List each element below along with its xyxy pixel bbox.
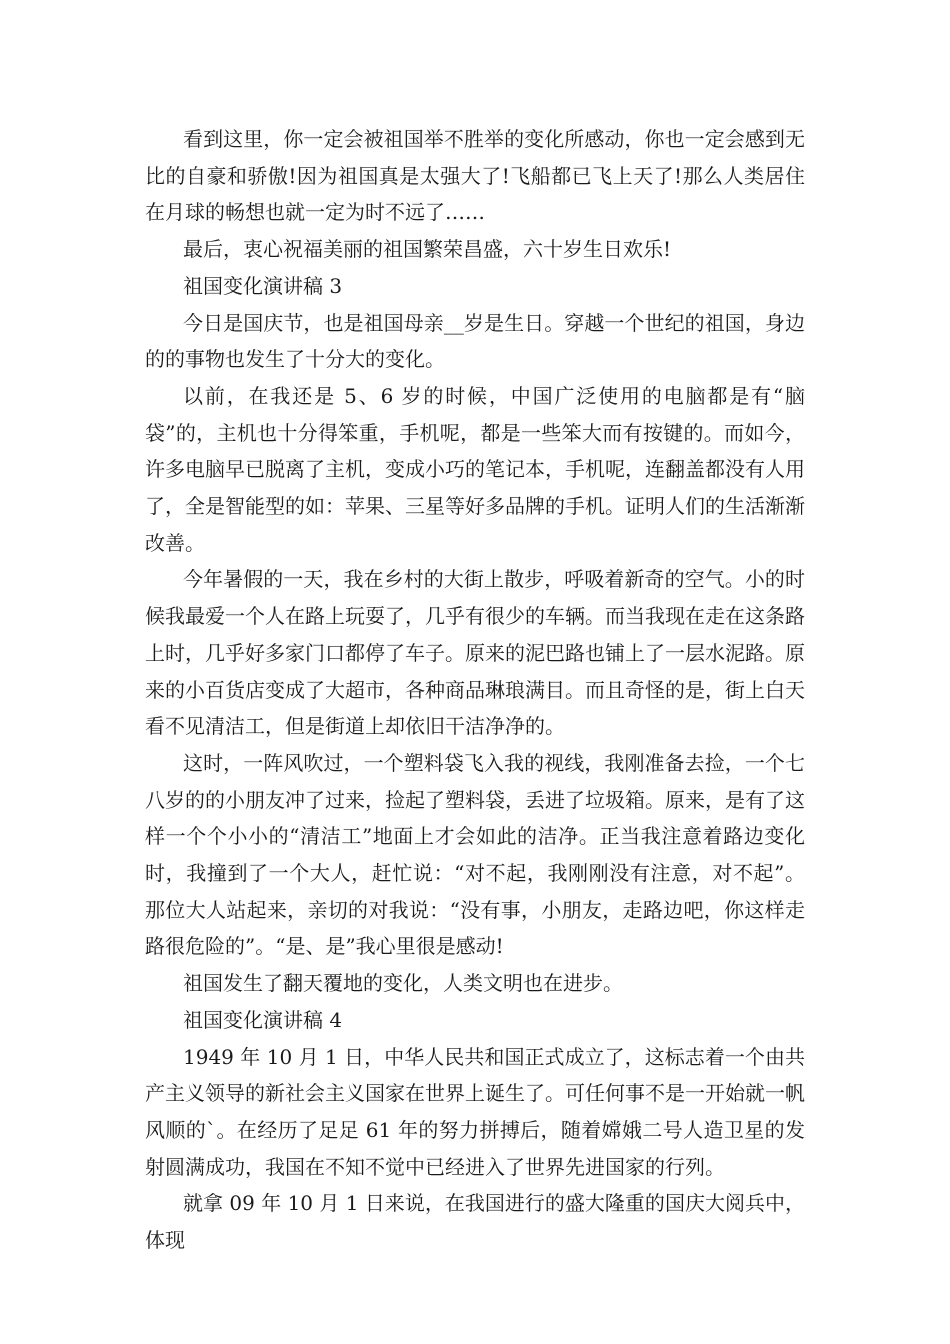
paragraph: 祖国发生了翻天覆地的变化，人类文明也在进步。	[183, 971, 623, 996]
paragraph: 最后，衷心祝福美丽的祖国繁荣昌盛，六十岁生日欢乐!	[183, 237, 672, 262]
paragraph: 1949 年 10 月 1 日，中华人民共和国正式成立了，这标志着一个由共产主义领导的新社会主义国家在世界上诞生了。可任何事不是一开始就一帆风顺的`。在经历了足足 61 年的努力拼搏后，随着嫦娥二号人造卫星的发射圆满成功，我国在不知不觉中已经进入了世界先进国家的行列。	[145, 1044, 805, 1179]
section-heading: 祖国变化演讲稿 4	[183, 1007, 343, 1032]
paragraph: 以前，在我还是 5、6 岁的时候，中国广泛使用的电脑都是有“脑袋”的，主机也十分得笨重，手机呢，都是一些笨大而有按键的。而如今，许多电脑早已脱离了主机，变成小巧的笔记本，手机呢，连翻盖都没有人用了，全是智能型的如：苹果、三星等好多品牌的手机。证明人们的生活渐渐改善。	[145, 383, 805, 555]
paragraph: 这时，一阵风吹过，一个塑料袋飞入我的视线，我刚准备去捡，一个七八岁的的小朋友冲了过来，捡起了塑料袋，丢进了垃圾箱。原来，是有了这样一个个小小的“清洁工”地面上才会如此的洁净。正当我注意着路边变化时，我撞到了一个大人，赶忙说：“对不起，我刚刚没有注意，对不起”。那位大人站起来，亲切的对我说：“没有事，小朋友，走路边吧，你这样走路很危险的”。“是、是”我心里很是感动!	[145, 750, 805, 959]
paragraph: 今日是国庆节，也是祖国母亲__岁是生日。穿越一个世纪的祖国，身边的的事物也发生了十分大的变化。	[145, 310, 805, 372]
paragraph: 看到这里，你一定会被祖国举不胜举的变化所感动，你也一定会感到无比的自豪和骄傲!因为祖国真是太强大了!飞船都已飞上天了!那么人类居住在月球的畅想也就一定为时不远了……	[145, 127, 805, 225]
paragraph: 就拿 09 年 10 月 1 日来说，在我国进行的盛大隆重的国庆大阅兵中，体现	[145, 1191, 805, 1253]
document-body	[145, 121, 805, 1259]
section-heading: 祖国变化演讲稿 3	[183, 273, 343, 298]
paragraph: 今年暑假的一天，我在乡村的大街上散步，呼吸着新奇的空气。小的时候我最爱一个人在路上玩耍了，几乎有很少的车辆。而当我现在走在这条路上时，几乎好多家门口都停了车子。原来的泥巴路也铺上了一层水泥路。原来的小百货店变成了大超市，各种商品琳琅满目。而且奇怪的是，街上白天看不见清洁工，但是街道上却依旧干洁净净的。	[145, 567, 805, 739]
